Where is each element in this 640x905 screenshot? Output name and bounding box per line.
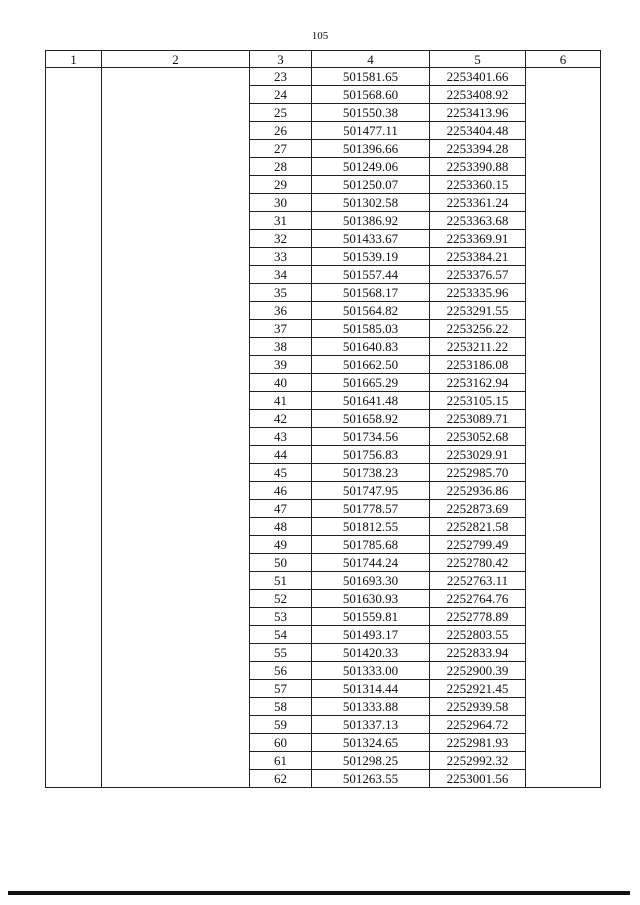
x-coordinate-cell: 501641.48 [312,392,430,410]
x-coordinate-cell: 501493.17 [312,626,430,644]
y-coordinate-cell: 2253335.96 [430,284,526,302]
point-number-cell: 43 [250,428,312,446]
point-number-cell: 40 [250,374,312,392]
x-coordinate-cell: 501333.00 [312,662,430,680]
y-coordinate-cell: 2253363.68 [430,212,526,230]
x-coordinate-cell: 501433.67 [312,230,430,248]
y-coordinate-cell: 2252780.42 [430,554,526,572]
x-coordinate-cell: 501298.25 [312,752,430,770]
y-coordinate-cell: 2252992.32 [430,752,526,770]
x-coordinate-cell: 501756.83 [312,446,430,464]
x-coordinate-cell: 501477.11 [312,122,430,140]
point-number-cell: 34 [250,266,312,284]
x-coordinate-cell: 501250.07 [312,176,430,194]
point-number-cell: 24 [250,86,312,104]
column-header-3: 3 [250,51,312,68]
x-coordinate-cell: 501324.65 [312,734,430,752]
point-number-cell: 55 [250,644,312,662]
y-coordinate-cell: 2253384.21 [430,248,526,266]
y-coordinate-cell: 2252921.45 [430,680,526,698]
point-number-cell: 58 [250,698,312,716]
x-coordinate-cell: 501396.66 [312,140,430,158]
footer-rule [8,891,630,895]
x-coordinate-cell: 501314.44 [312,680,430,698]
coordinates-table [45,50,601,788]
y-coordinate-cell: 2253408.92 [430,86,526,104]
table-row [46,68,601,86]
y-coordinate-cell: 2253052.68 [430,428,526,446]
point-number-cell: 36 [250,302,312,320]
point-number-cell: 61 [250,752,312,770]
y-coordinate-cell: 2253256.22 [430,320,526,338]
column-header-4: 4 [312,51,430,68]
point-number-cell: 37 [250,320,312,338]
point-number-cell: 41 [250,392,312,410]
x-coordinate-cell: 501568.17 [312,284,430,302]
point-number-cell: 25 [250,104,312,122]
x-coordinate-cell: 501337.13 [312,716,430,734]
x-coordinate-cell: 501630.93 [312,590,430,608]
column-1-cell [46,68,102,788]
x-coordinate-cell: 501564.82 [312,302,430,320]
y-coordinate-cell: 2252763.11 [430,572,526,590]
x-coordinate-cell: 501658.92 [312,410,430,428]
x-coordinate-cell: 501812.55 [312,518,430,536]
x-coordinate-cell: 501333.88 [312,698,430,716]
point-number-cell: 33 [250,248,312,266]
y-coordinate-cell: 2253376.57 [430,266,526,284]
point-number-cell: 49 [250,536,312,554]
y-coordinate-cell: 2252873.69 [430,500,526,518]
point-number-cell: 50 [250,554,312,572]
point-number-cell: 44 [250,446,312,464]
x-coordinate-cell: 501568.60 [312,86,430,104]
point-number-cell: 39 [250,356,312,374]
y-coordinate-cell: 2253105.15 [430,392,526,410]
x-coordinate-cell: 501778.57 [312,500,430,518]
y-coordinate-cell: 2253001.56 [430,770,526,788]
column-header-6: 6 [526,51,601,68]
y-coordinate-cell: 2252799.49 [430,536,526,554]
y-coordinate-cell: 2253401.66 [430,68,526,86]
point-number-cell: 38 [250,338,312,356]
x-coordinate-cell: 501302.58 [312,194,430,212]
y-coordinate-cell: 2252981.93 [430,734,526,752]
point-number-cell: 56 [250,662,312,680]
y-coordinate-cell: 2252936.86 [430,482,526,500]
point-number-cell: 54 [250,626,312,644]
x-coordinate-cell: 501747.95 [312,482,430,500]
y-coordinate-cell: 2253291.55 [430,302,526,320]
y-coordinate-cell: 2253404.48 [430,122,526,140]
y-coordinate-cell: 2252821.58 [430,518,526,536]
x-coordinate-cell: 501734.56 [312,428,430,446]
point-number-cell: 27 [250,140,312,158]
x-coordinate-cell: 501249.06 [312,158,430,176]
y-coordinate-cell: 2252964.72 [430,716,526,734]
y-coordinate-cell: 2253390.88 [430,158,526,176]
x-coordinate-cell: 501386.92 [312,212,430,230]
point-number-cell: 46 [250,482,312,500]
column-6-cell [526,68,601,788]
x-coordinate-cell: 501738.23 [312,464,430,482]
x-coordinate-cell: 501263.55 [312,770,430,788]
x-coordinate-cell: 501557.44 [312,266,430,284]
x-coordinate-cell: 501550.38 [312,104,430,122]
point-number-cell: 57 [250,680,312,698]
x-coordinate-cell: 501665.29 [312,374,430,392]
y-coordinate-cell: 2253369.91 [430,230,526,248]
point-number-cell: 32 [250,230,312,248]
x-coordinate-cell: 501640.83 [312,338,430,356]
point-number-cell: 30 [250,194,312,212]
y-coordinate-cell: 2252778.89 [430,608,526,626]
y-coordinate-cell: 2252803.55 [430,626,526,644]
x-coordinate-cell: 501693.30 [312,572,430,590]
y-coordinate-cell: 2252939.58 [430,698,526,716]
y-coordinate-cell: 2253413.96 [430,104,526,122]
x-coordinate-cell: 501785.68 [312,536,430,554]
point-number-cell: 28 [250,158,312,176]
y-coordinate-cell: 2253029.91 [430,446,526,464]
x-coordinate-cell: 501585.03 [312,320,430,338]
y-coordinate-cell: 2252900.39 [430,662,526,680]
point-number-cell: 23 [250,68,312,86]
column-header-1: 1 [46,51,102,68]
y-coordinate-cell: 2253186.08 [430,356,526,374]
point-number-cell: 53 [250,608,312,626]
x-coordinate-cell: 501539.19 [312,248,430,266]
point-number-cell: 45 [250,464,312,482]
x-coordinate-cell: 501662.50 [312,356,430,374]
point-number-cell: 35 [250,284,312,302]
y-coordinate-cell: 2253394.28 [430,140,526,158]
y-coordinate-cell: 2253089.71 [430,410,526,428]
point-number-cell: 31 [250,212,312,230]
point-number-cell: 48 [250,518,312,536]
point-number-cell: 62 [250,770,312,788]
table-header-row [46,51,601,68]
y-coordinate-cell: 2253162.94 [430,374,526,392]
point-number-cell: 29 [250,176,312,194]
x-coordinate-cell: 501420.33 [312,644,430,662]
y-coordinate-cell: 2253360.15 [430,176,526,194]
point-number-cell: 51 [250,572,312,590]
point-number-cell: 42 [250,410,312,428]
point-number-cell: 26 [250,122,312,140]
y-coordinate-cell: 2253361.24 [430,194,526,212]
column-header-5: 5 [430,51,526,68]
column-header-2: 2 [102,51,250,68]
x-coordinate-cell: 501744.24 [312,554,430,572]
point-number-cell: 60 [250,734,312,752]
point-number-cell: 52 [250,590,312,608]
y-coordinate-cell: 2253211.22 [430,338,526,356]
y-coordinate-cell: 2252833.94 [430,644,526,662]
x-coordinate-cell: 501559.81 [312,608,430,626]
point-number-cell: 47 [250,500,312,518]
y-coordinate-cell: 2252764.76 [430,590,526,608]
point-number-cell: 59 [250,716,312,734]
x-coordinate-cell: 501581.65 [312,68,430,86]
y-coordinate-cell: 2252985.70 [430,464,526,482]
page-number: 105 [311,30,329,42]
column-2-cell [102,68,250,788]
